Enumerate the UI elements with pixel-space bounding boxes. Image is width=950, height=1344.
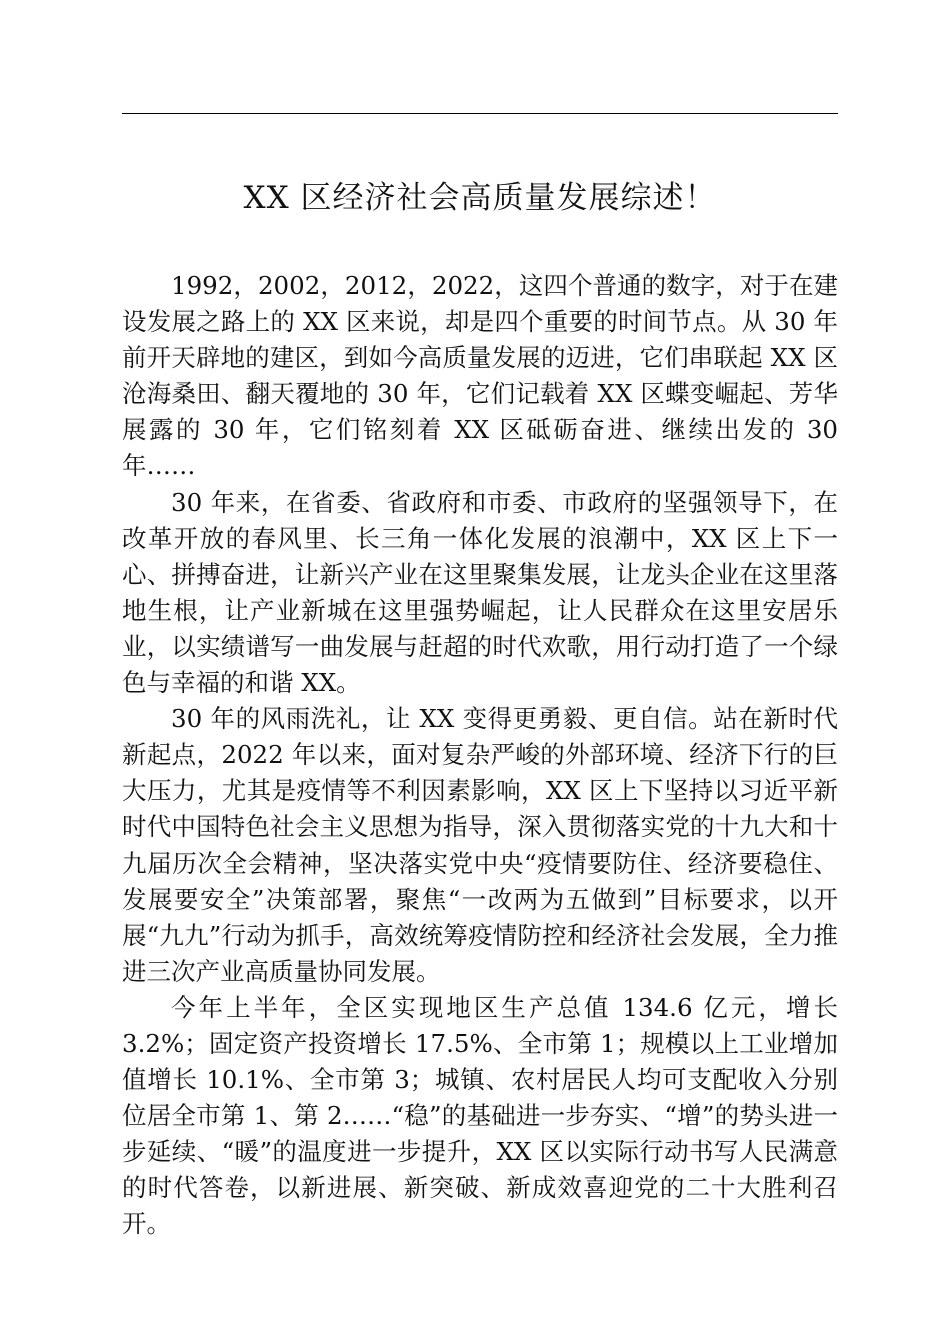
header-rule <box>122 113 838 114</box>
body-paragraph: 30 年的风雨洗礼，让 XX 变得更勇毅、更自信。站在新时代新起点，2022 年以来，面对复杂严峻的外部环境、经济下行的巨大压力，尤其是疫情等不利因素影响，XX 区上下坚持以习近平新时代中国特色社会主义思想为指导，深入贯彻落实党的十九大和十九届历次全会精神，坚决落实党中央“疫情要防住、经济要稳住、发展要安全”决策部署，聚焦“一改两为五做到”目标要求，以开展“九九”行动为抓手，高效统筹疫情防控和经济社会发展，全力推进三次产业高质量协同发展。 <box>122 704 838 986</box>
document-body <box>122 268 838 1243</box>
body-paragraph: 今年上半年，全区实现地区生产总值 134.6 亿元，增长 3.2%；固定资产投资增长 17.5%、全市第 1；规模以上工业增加值增长 10.1%、全市第 3；城镇、农村居民人均可支配收入分别位居全市第 1、第 2……“稳”的基础进一步夯实、“增”的势头进一步延续、“暖”的温度进一步提升，XX 区以实际行动书写人民满意的时代答卷，以新进展、新突破、新成效喜迎党的二十大胜利召开。 <box>122 992 838 1239</box>
document-title: XX 区经济社会高质量发展综述！ <box>243 180 717 216</box>
body-paragraph: 30 年来，在省委、省政府和市委、市政府的坚强领导下，在改革开放的春风里、长三角一体化发展的浪潮中，XX 区上下一心、拼搏奋进，让新兴产业在这里聚集发展，让龙头企业在这里落地生根，让产业新城在这里强势崛起，让人民群众在这里安居乐业，以实绩谱写一曲发展与赶超的时代欢歌，用行动打造了一个绿色与幸福的和谐 XX。 <box>122 487 838 698</box>
body-paragraph: 1992，2002，2012，2022，这四个普通的数字，对于在建设发展之路上的 XX 区来说，却是四个重要的时间节点。从 30 年前开天辟地的建区，到如今高质量发展的迈进，它们串联起 XX 区沧海桑田、翻天覆地的 30 年，它们记载着 XX 区蝶变崛起、芳华展露的 30 年，它们铭刻着 XX 区砥砺奋进、继续出发的 30 年…… <box>122 271 838 481</box>
